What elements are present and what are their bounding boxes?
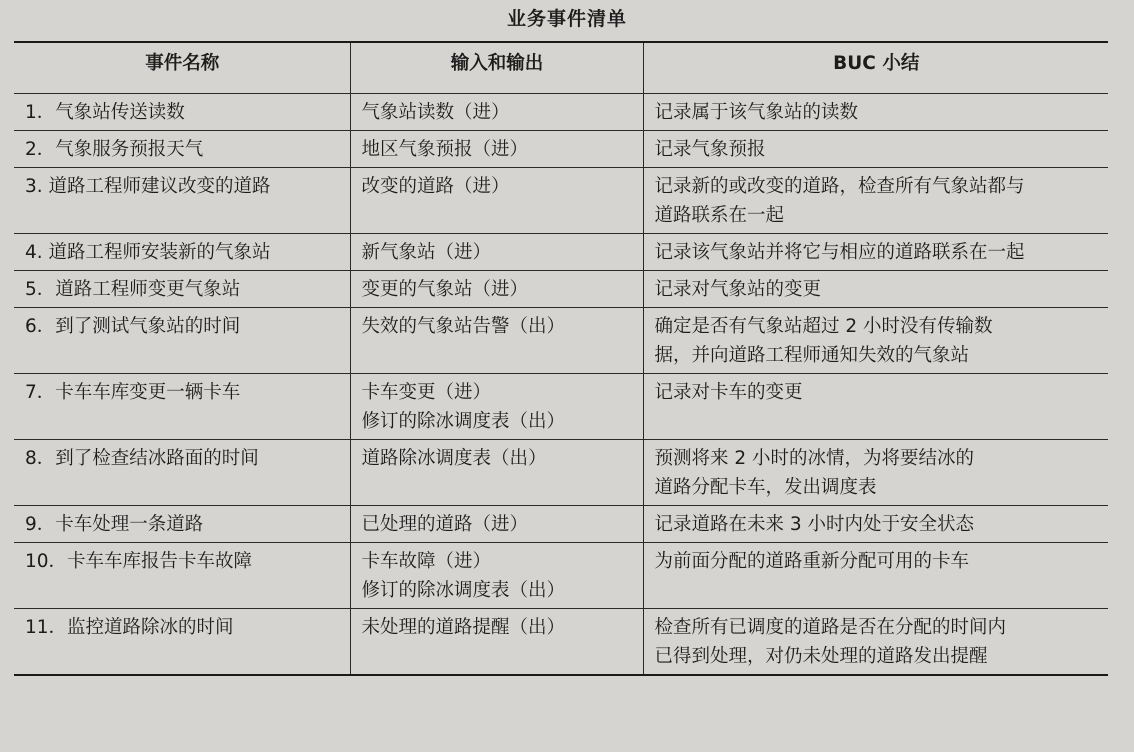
io-item: 新气象站（进） [361, 242, 492, 263]
input-output-cell [350, 234, 643, 271]
buc-summary-cell [643, 168, 1108, 234]
table-row [14, 94, 1108, 131]
table-row [14, 609, 1108, 676]
buc-summary-cell: 记录气象预报 [643, 131, 1108, 168]
header-row [14, 42, 1108, 94]
buc-summary-cell [643, 609, 1108, 676]
summary-line: 道路分配卡车，发出调度表 [654, 477, 877, 498]
table-row [14, 506, 1108, 543]
input-output-cell [350, 168, 643, 234]
buc-summary-cell: 记录该气象站并将它与相应的道路联系在一起 [643, 234, 1108, 271]
table-row [14, 234, 1108, 271]
summary-line: 已得到处理，对仍未处理的道路发出提醒 [654, 646, 988, 667]
io-item: 卡车故障（进） [361, 551, 492, 572]
input-output-cell [350, 131, 643, 168]
io-item: 卡车变更（进） [361, 382, 492, 403]
event-name-cell: 6．到了测试气象站的时间 [14, 308, 350, 374]
input-output-cell [350, 543, 643, 609]
event-name-cell: 10．卡车车库报告卡车故障 [14, 543, 350, 609]
buc-summary-cell [643, 440, 1108, 506]
table-title: 业务事件清单 [506, 8, 627, 30]
event-name-cell: 2．气象服务预报天气 [14, 131, 350, 168]
input-output-cell [350, 374, 643, 440]
summary-line: 预测将来 2 小时的冰情，为将要结冰的 [654, 448, 975, 469]
summary-line: 检查所有已调度的道路是否在分配的时间内 [654, 617, 1007, 638]
io-item: 未处理的道路提醒（出） [361, 617, 566, 638]
input-output-cell [350, 94, 643, 131]
summary-line: 道路联系在一起 [654, 205, 785, 226]
input-output-cell [350, 308, 643, 374]
event-name-cell: 4. 道路工程师安装新的气象站 [14, 234, 350, 271]
input-output-cell [350, 609, 643, 676]
buc-summary-cell: 记录属于该气象站的读数 [643, 94, 1108, 131]
input-output-cell [350, 440, 643, 506]
summary-line: 据，并向道路工程师通知失效的气象站 [654, 345, 970, 366]
io-item: 已处理的道路（进） [361, 514, 529, 535]
summary-line: 确定是否有气象站超过 2 小时没有传输数 [654, 316, 993, 337]
event-name-cell: 11．监控道路除冰的时间 [14, 609, 350, 676]
event-name-cell: 9．卡车处理一条道路 [14, 506, 350, 543]
event-name-cell: 1．气象站传送读数 [14, 94, 350, 131]
summary-line: 记录新的或改变的道路，检查所有气象站都与 [654, 176, 1025, 197]
io-item: 地区气象预报（进） [361, 139, 529, 160]
buc-summary-cell: 记录道路在未来 3 小时内处于安全状态 [643, 506, 1108, 543]
table-row [14, 440, 1108, 506]
table-row [14, 131, 1108, 168]
header-input-output: 输入和输出 [350, 42, 643, 94]
table-row [14, 543, 1108, 609]
io-item: 失效的气象站告警（出） [361, 316, 566, 337]
io-item: 道路除冰调度表（出） [361, 448, 547, 469]
table-row [14, 271, 1108, 308]
event-name-cell: 7．卡车车库变更一辆卡车 [14, 374, 350, 440]
io-item: 修订的除冰调度表（出） [361, 411, 566, 432]
io-item: 变更的气象站（进） [361, 279, 529, 300]
buc-summary-cell: 为前面分配的道路重新分配可用的卡车 [643, 543, 1108, 609]
table-row [14, 374, 1108, 440]
buc-summary-cell: 记录对卡车的变更 [643, 374, 1108, 440]
buc-summary-cell: 记录对气象站的变更 [643, 271, 1108, 308]
io-item: 改变的道路（进） [361, 176, 510, 197]
event-name-cell: 5．道路工程师变更气象站 [14, 271, 350, 308]
input-output-cell [350, 506, 643, 543]
header-buc-summary: BUC 小结 [643, 42, 1108, 94]
table-row [14, 168, 1108, 234]
header-event-name: 事件名称 [14, 42, 350, 94]
event-name-cell: 8．到了检查结冰路面的时间 [14, 440, 350, 506]
business-events-table [14, 41, 1108, 676]
table-row [14, 308, 1108, 374]
input-output-cell [350, 271, 643, 308]
event-name-cell: 3. 道路工程师建议改变的道路 [14, 168, 350, 234]
buc-summary-cell [643, 308, 1108, 374]
io-item: 修订的除冰调度表（出） [361, 580, 566, 601]
io-item: 气象站读数（进） [361, 102, 510, 123]
